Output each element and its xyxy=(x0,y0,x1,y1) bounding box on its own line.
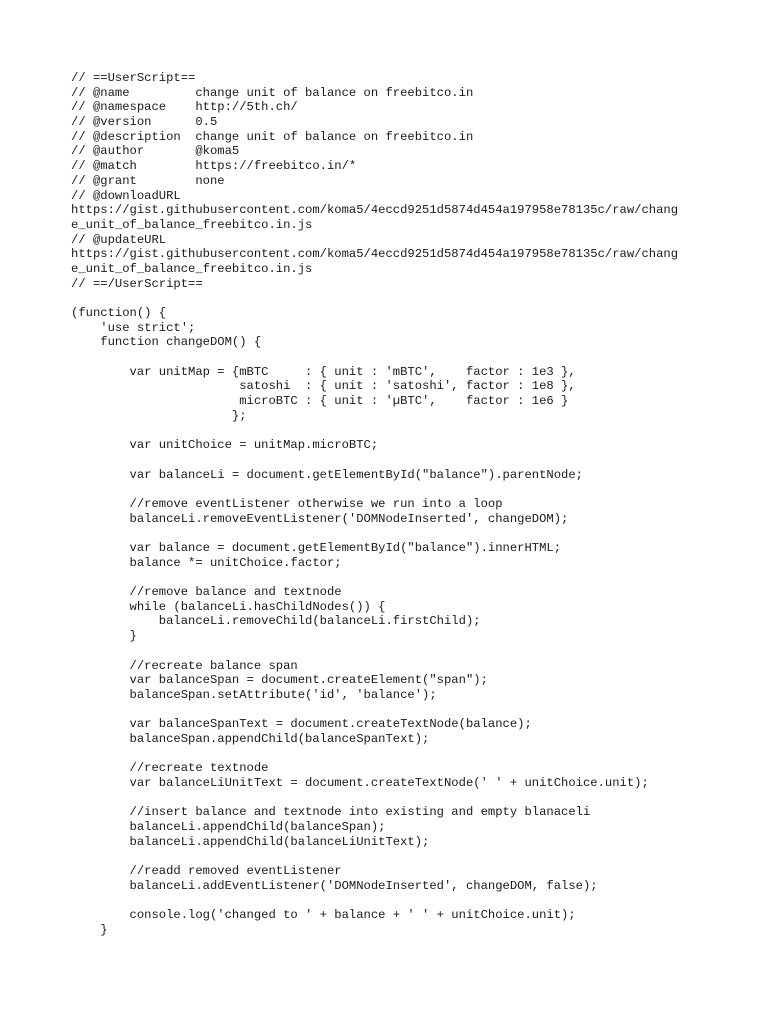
code-line: // @match https://freebitco.in/* xyxy=(71,159,357,174)
code-line: } xyxy=(71,922,108,937)
code-line xyxy=(71,849,711,864)
code-line: //readd removed eventListener xyxy=(71,864,342,879)
code-block xyxy=(71,71,711,938)
code-line: // ==UserScript== xyxy=(71,71,196,85)
code-line xyxy=(71,570,711,585)
code-line: //recreate textnode xyxy=(71,761,269,776)
code-line: satoshi : { unit : 'satoshi', factor : 1e8 }, xyxy=(71,379,576,394)
code-line xyxy=(71,453,711,468)
code-line: var unitMap = {mBTC : { unit : 'mBTC', factor : 1e3 }, xyxy=(71,364,576,379)
code-line: (function() { xyxy=(71,306,167,320)
code-line: var balanceLi = document.getElementById("balance").parentNode; xyxy=(71,467,583,482)
code-line: // @updateURL xyxy=(71,232,167,247)
code-line: balance *= unitChoice.factor; xyxy=(71,555,342,570)
code-line xyxy=(71,703,711,718)
code-line: //recreate balance span xyxy=(71,658,298,673)
code-line: balanceLi.appendChild(balanceLiUnitText); xyxy=(71,834,430,849)
code-line xyxy=(71,350,711,365)
code-line xyxy=(71,526,711,541)
code-line xyxy=(71,424,711,439)
code-line: var balanceSpanText = document.createTextNode(balance); xyxy=(71,717,532,732)
code-line: //remove balance and textnode xyxy=(71,585,342,600)
code-line: function changeDOM() { xyxy=(71,335,262,350)
code-line: 'use strict'; xyxy=(71,320,196,335)
code-line xyxy=(71,482,711,497)
code-line: https://gist.githubusercontent.com/koma5/4eccd9251d5874d454a197958e78135c/raw/chang xyxy=(71,203,679,218)
code-line xyxy=(71,791,711,806)
code-line xyxy=(71,747,711,762)
code-line: console.log('changed to ' + balance + ' ' + unitChoice.unit); xyxy=(71,908,576,923)
code-line xyxy=(71,291,711,306)
code-line: balanceSpan.appendChild(balanceSpanText); xyxy=(71,731,430,746)
code-line: balanceLi.removeChild(balanceLi.firstChild); xyxy=(71,614,481,629)
code-line: }; xyxy=(71,408,247,423)
code-line: balanceLi.appendChild(balanceSpan); xyxy=(71,820,386,835)
code-line: // @version 0.5 xyxy=(71,115,218,130)
code-line: https://gist.githubusercontent.com/koma5/4eccd9251d5874d454a197958e78135c/raw/chang xyxy=(71,247,679,262)
code-line: var unitChoice = unitMap.microBTC; xyxy=(71,438,379,453)
code-line: // @name change unit of balance on freebitco.in xyxy=(71,85,474,100)
code-line: while (balanceLi.hasChildNodes()) { xyxy=(71,599,386,614)
code-line: // @downloadURL xyxy=(71,188,181,203)
code-line xyxy=(71,894,711,909)
code-line: // @author @koma5 xyxy=(71,144,240,159)
code-line: var balanceSpan = document.createElement("span"); xyxy=(71,673,488,688)
code-line: // @description change unit of balance on freebitco.in xyxy=(71,129,474,144)
code-line: balanceLi.removeEventListener('DOMNodeInserted', changeDOM); xyxy=(71,511,569,526)
code-line: var balanceLiUnitText = document.createTextNode(' ' + unitChoice.unit); xyxy=(71,776,649,790)
code-line: //remove eventListener otherwise we run into a loop xyxy=(71,496,503,511)
code-line: microBTC : { unit : 'µBTC', factor : 1e6 } xyxy=(71,394,569,409)
code-line: balanceLi.addEventListener('DOMNodeInserted', changeDOM, false); xyxy=(71,878,598,893)
code-line: // @namespace http://5th.ch/ xyxy=(71,100,298,115)
code-line: e_unit_of_balance_freebitco.in.js xyxy=(71,261,313,276)
code-line: // ==/UserScript== xyxy=(71,276,203,291)
code-line: // @grant none xyxy=(71,173,225,188)
code-line: e_unit_of_balance_freebitco.in.js xyxy=(71,217,313,232)
code-line: balanceSpan.setAttribute('id', 'balance'); xyxy=(71,687,437,702)
code-line: } xyxy=(71,629,137,644)
code-line xyxy=(71,644,711,659)
code-line: //insert balance and textnode into existing and empty blanaceli xyxy=(71,805,591,820)
code-line: var balance = document.getElementById("balance").innerHTML; xyxy=(71,541,562,555)
